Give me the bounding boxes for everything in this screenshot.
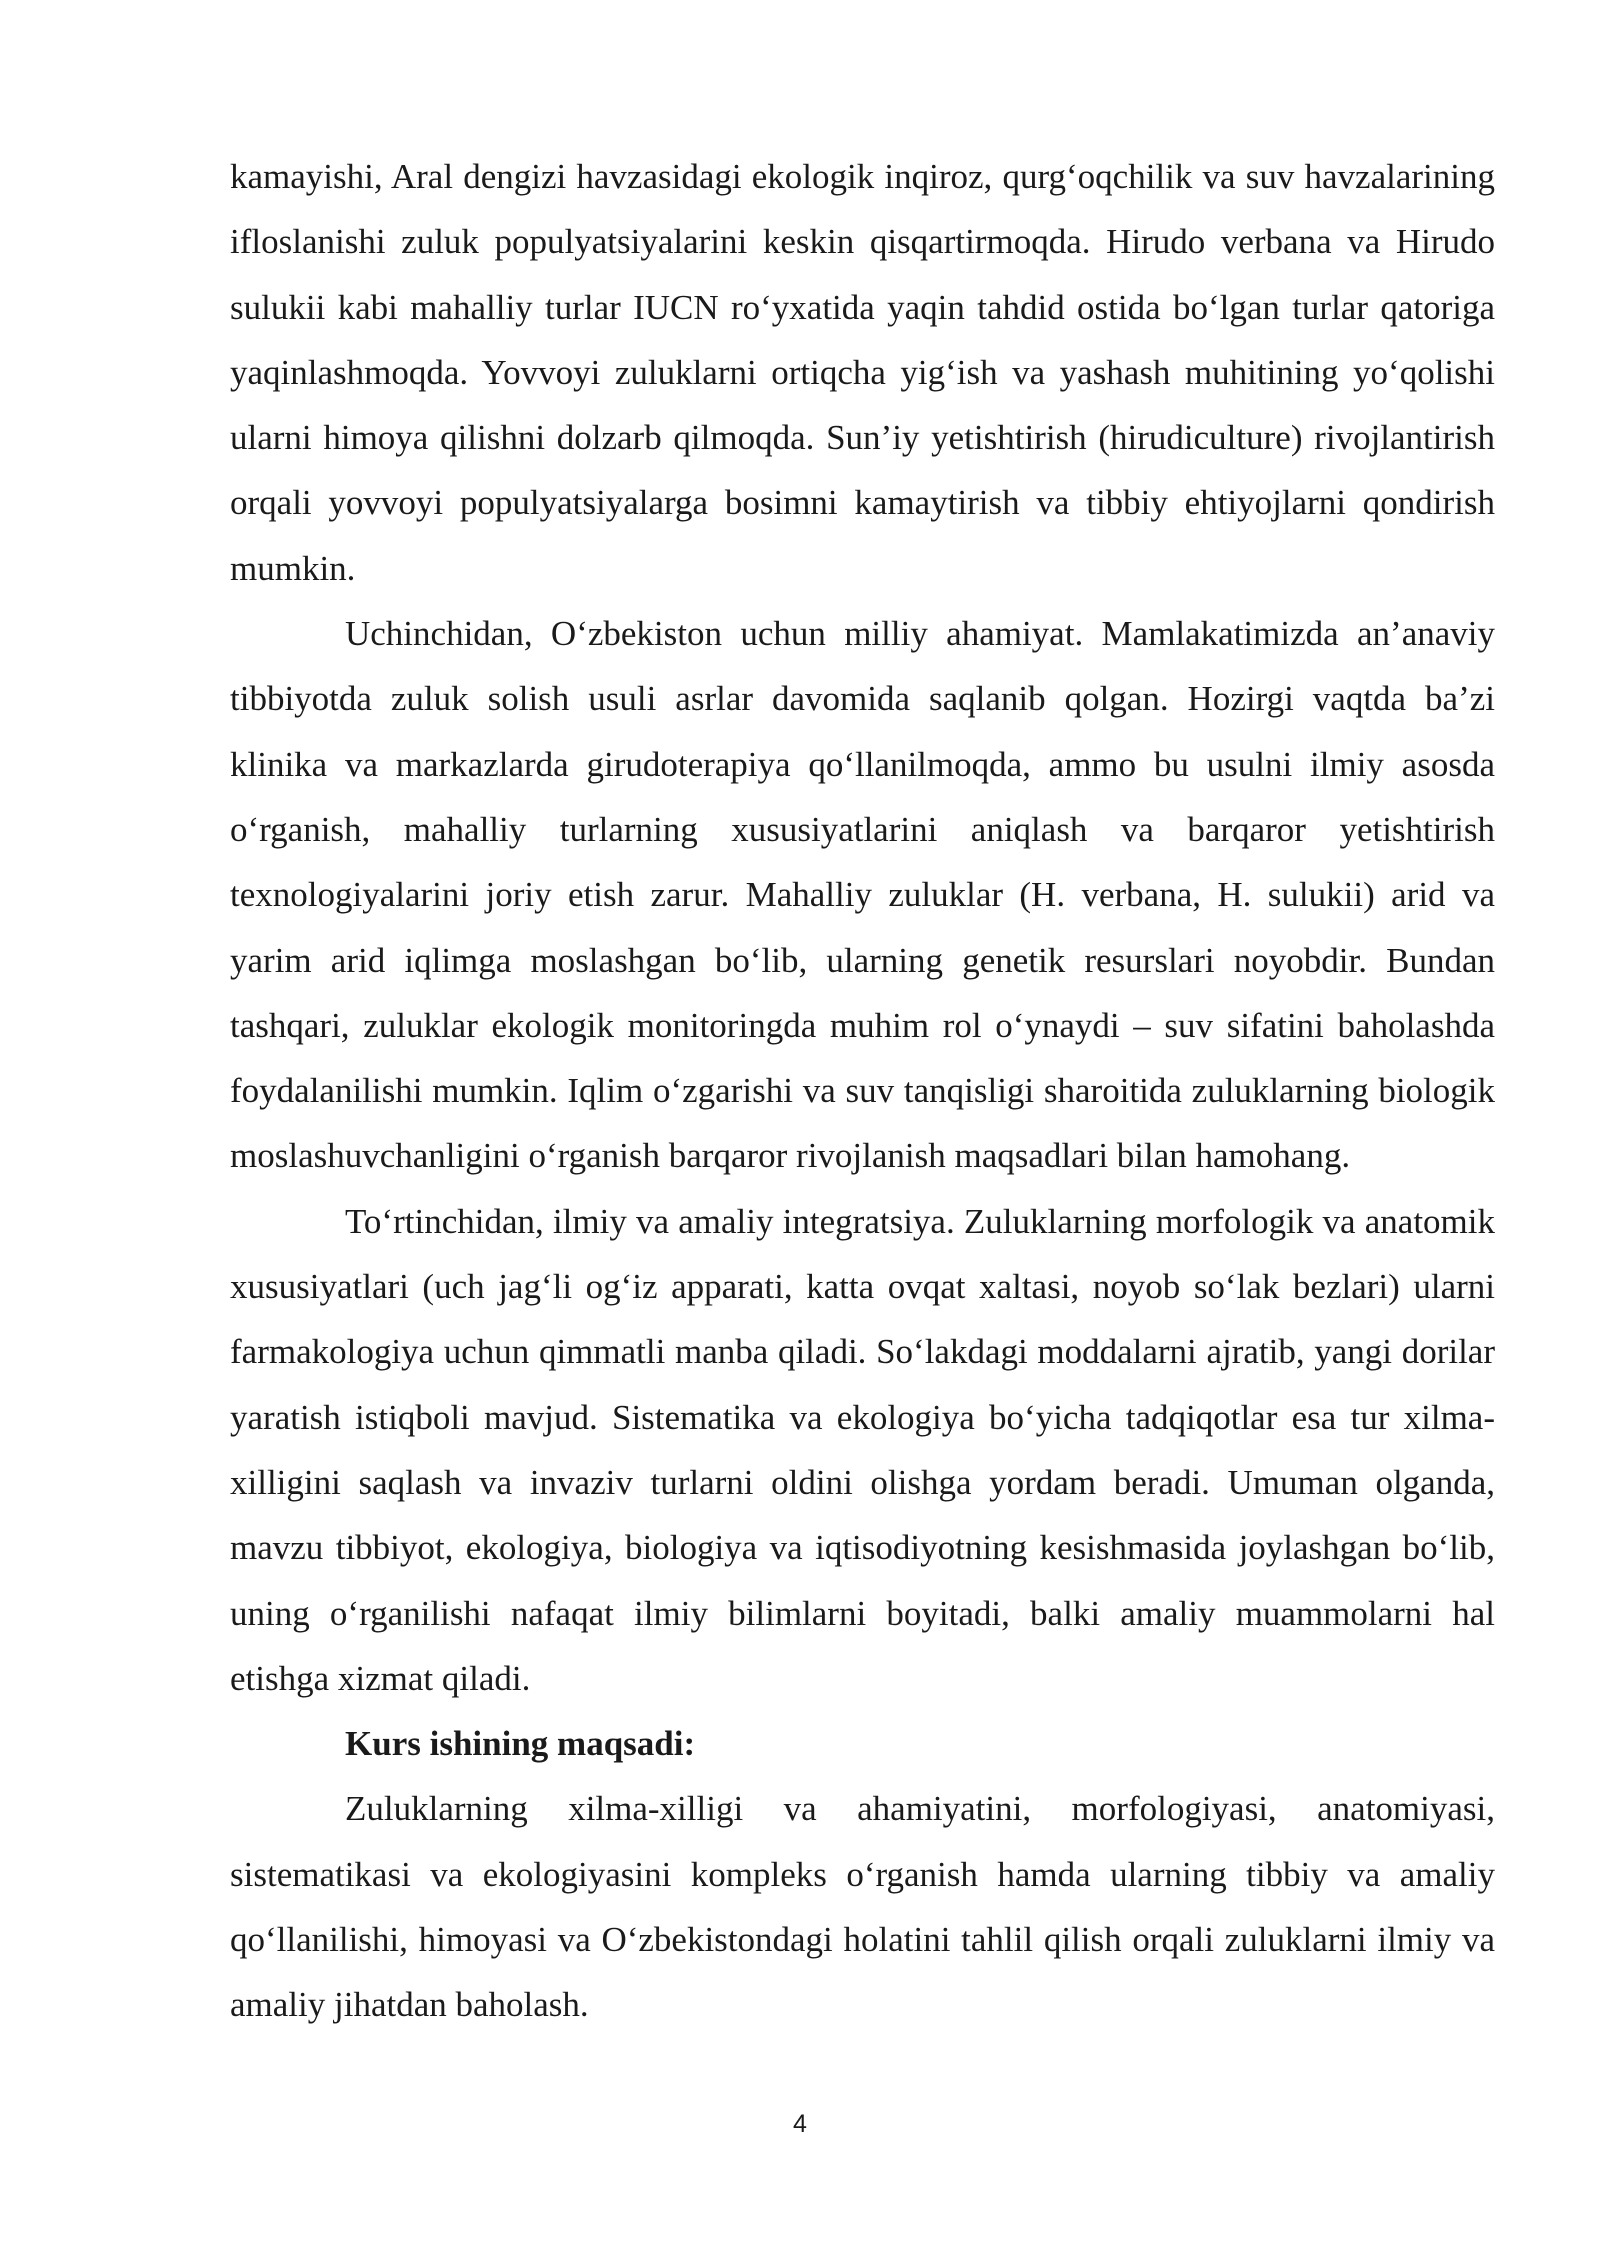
paragraph-national-importance: Uchinchidan, O‘zbekiston uchun milliy ahamiyat. Mamlakatimizda an’anaviy tibbiyotda zuluk solish usuli asrlar davomida saqlanib qolgan. Hozirgi vaqtda ba’zi klinika va markazlarda girudoterapiya qo‘llanilmoqda, ammo bu usulni ilmiy asosda o‘rganish, mahalliy turlarning xususiyatlarini aniqlash va barqaror yetishtirish texnologiyalarini joriy etish zarur. Mahalliy zuluklar (H. verbana, H. sulukii) arid va yarim arid iqlimga moslashgan bo‘lib, ularning genetik resurslari noyobdir. Bundan tashqari, zuluklar ekologik monitoringda muhim rol o‘ynaydi – suv sifatini baholashda foydalanilishi mumkin. Iqlim o‘zgarishi va suv tanqisligi sharoitida zuluklarning biologik moslashuvchanligini o‘rganish barqaror rivojlanish maqsadlari bilan hamohang. [230, 614, 1495, 1176]
section-heading: Kurs ishining maqsadi: [345, 1724, 696, 1764]
paragraph-scientific-integration: To‘rtinchidan, ilmiy va amaliy integratsiya. Zuluklarning morfologik va anatomik xususiyatlari (uch jag‘li og‘iz apparati, katta ovqat xaltasi, noyob so‘lak bezlari) ularni farmakologiya uchun qimmatli manba qiladi. So‘lakdagi moddalarni ajratib, yangi dorilar yaratish istiqboli mavjud. Sistematika va ekologiya bo‘yicha tadqiqotlar esa tur xilma-xilligini saqlash va invaziv turlarni oldini olishga yordam beradi. Umuman olganda, mavzu tibbiyot, ekologiya, biologiya va iqtisodiyotning kesishmasida joylashgan bo‘lib, uning o‘rganilishi nafaqat ilmiy bilimlarni boyitadi, balki amaliy muammolarni hal etishga xizmat qiladi. [230, 1201, 1495, 1698]
page-number: 4 [793, 2110, 807, 2138]
document-page [230, 144, 1495, 2038]
paragraph-continuation: kamayishi, Aral dengizi havzasidagi ekologik inqiroz, qurg‘oqchilik va suv havzalarining ifloslanishi zuluk populyatsiyalarini keskin qisqartirmoqda. Hirudo verbana va Hirudo sulukii kabi mahalliy turlar IUCN ro‘yxatida yaqin tahdid ostida bo‘lgan turlar qatoriga yaqinlashmoqda. Yovvoyi zuluklarni ortiqcha yig‘ish va yashash muhitining yo‘qolishi ularni himoya qilishni dolzarb qilmoqda. Sun’iy yetishtirish (hirudiculture) rivojlantirish orqali yovvoyi populyatsiyalarga bosimni kamaytirish va tibbiy ehtiyojlarni qondirish mumkin. [230, 157, 1495, 588]
paragraph-goal: Zuluklarning xilma-xilligi va ahamiyatini, morfologiyasi, anatomiyasi, sistematikasi va ekologiyasini kompleks o‘rganish hamda ularning tibbiy va amaliy qo‘llanilishi, himoyasi va O‘zbekistondagi holatini tahlil qilish orqali zuluklarni ilmiy va amaliy jihatdan baholash. [230, 1789, 1495, 2025]
